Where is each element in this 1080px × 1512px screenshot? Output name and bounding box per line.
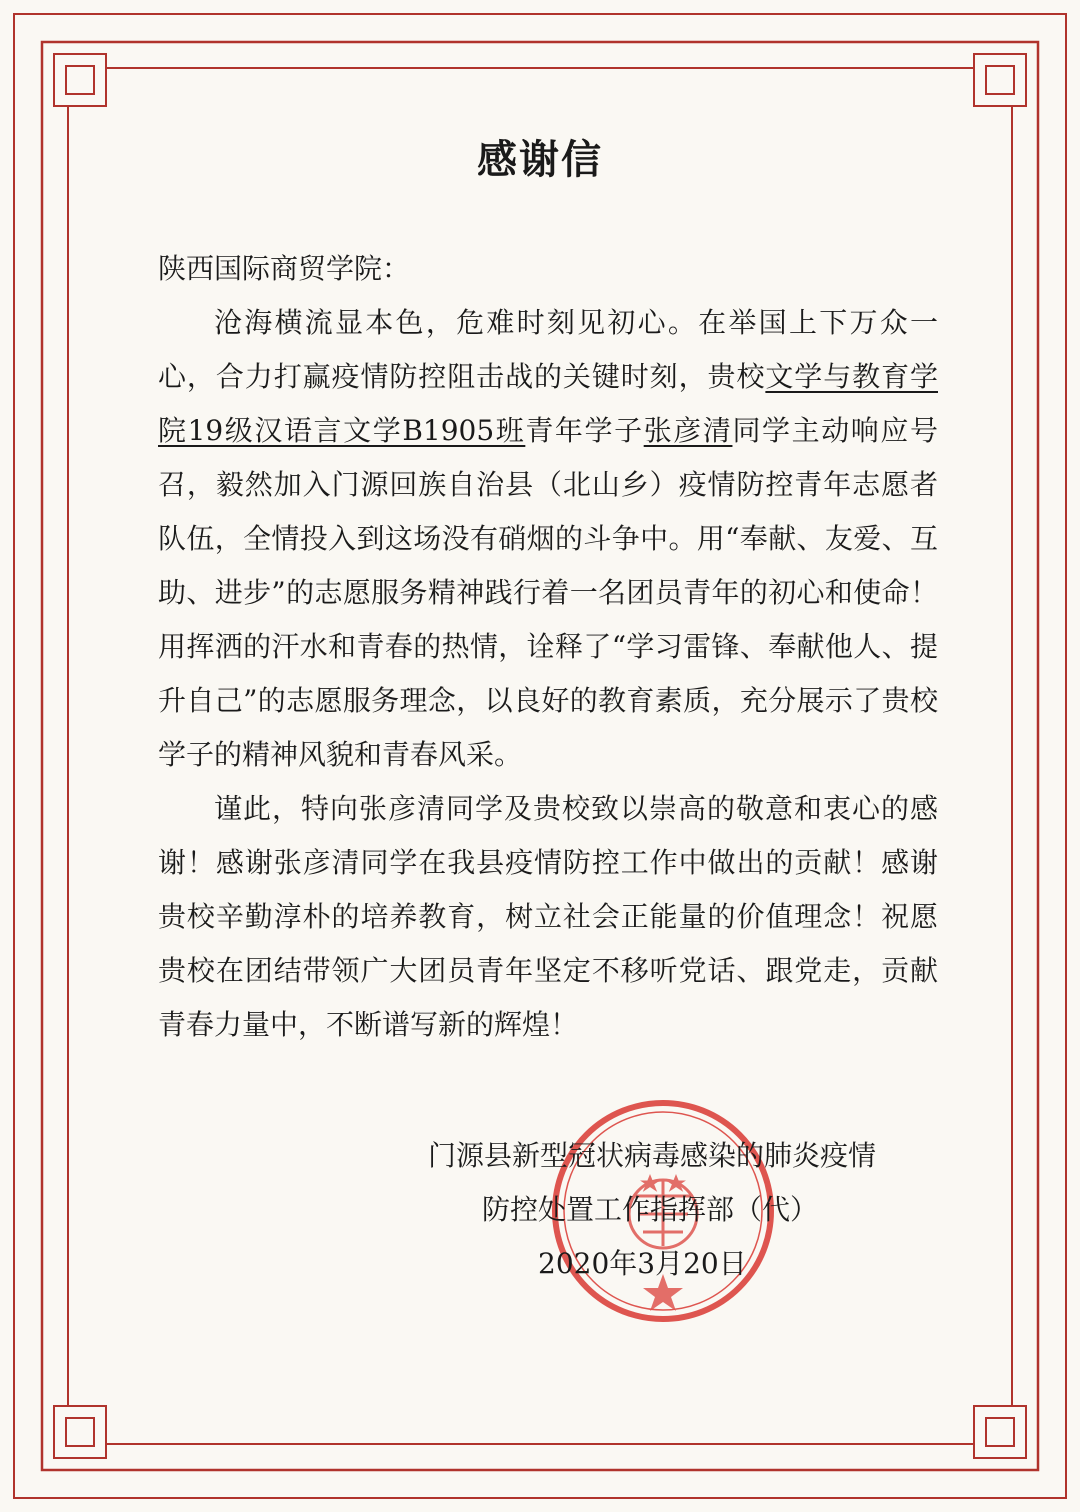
salutation: 陕西国际商贸学院： [158,252,411,285]
paragraph-1 [158,296,938,782]
p1-text-b: 青年学子 [525,414,644,447]
student-name: 张彦清 [643,414,733,447]
letter-title: 感谢信 [477,137,603,183]
signature-date: 2020年3月20日 [538,1247,747,1280]
p1-text-a: 沧海横流显本色，危难时刻见初心。在举国上下万众一心，合力打赢疫情防控阻击战的关键时刻，贵校 [158,306,938,393]
paragraph-2: 谨此，特向张彦清同学及贵校致以崇高的敬意和衷心的感谢！感谢张彦清同学在我县疫情防控工作中做出的贡献！感谢贵校辛勤淳朴的培养教育，树立社会正能量的价值理念！祝愿贵校在团结带领广大团员青年坚定不移听党话、跟党走，贡献青春力量中，不断谱写新的辉煌！ [158,792,938,1041]
letter-body [158,242,938,1052]
signature-line-2: 防控处置工作指挥部（代） [482,1193,819,1226]
signature-line-1: 门源县新型冠状病毒感染的肺炎疫情 [428,1139,877,1172]
p1-text-c: 同学主动响应号召，毅然加入门源回族自治县（北山乡）疫情防控青年志愿者队伍，全情投入到这场没有硝烟的斗争中。用“奉献、友爱、互助、进步”的志愿服务精神践行着一名团员青年的初心和使命！用挥洒的汗水和青春的热情，诠释了“学习雷锋、奉献他人、提升自己”的志愿服务理念，以良好的教育素质，充分展示了贵校学子的精神风貌和青春风采。 [158,414,938,771]
department-name: 文学与教育学院19级汉语言文学B1905班 [158,360,938,447]
